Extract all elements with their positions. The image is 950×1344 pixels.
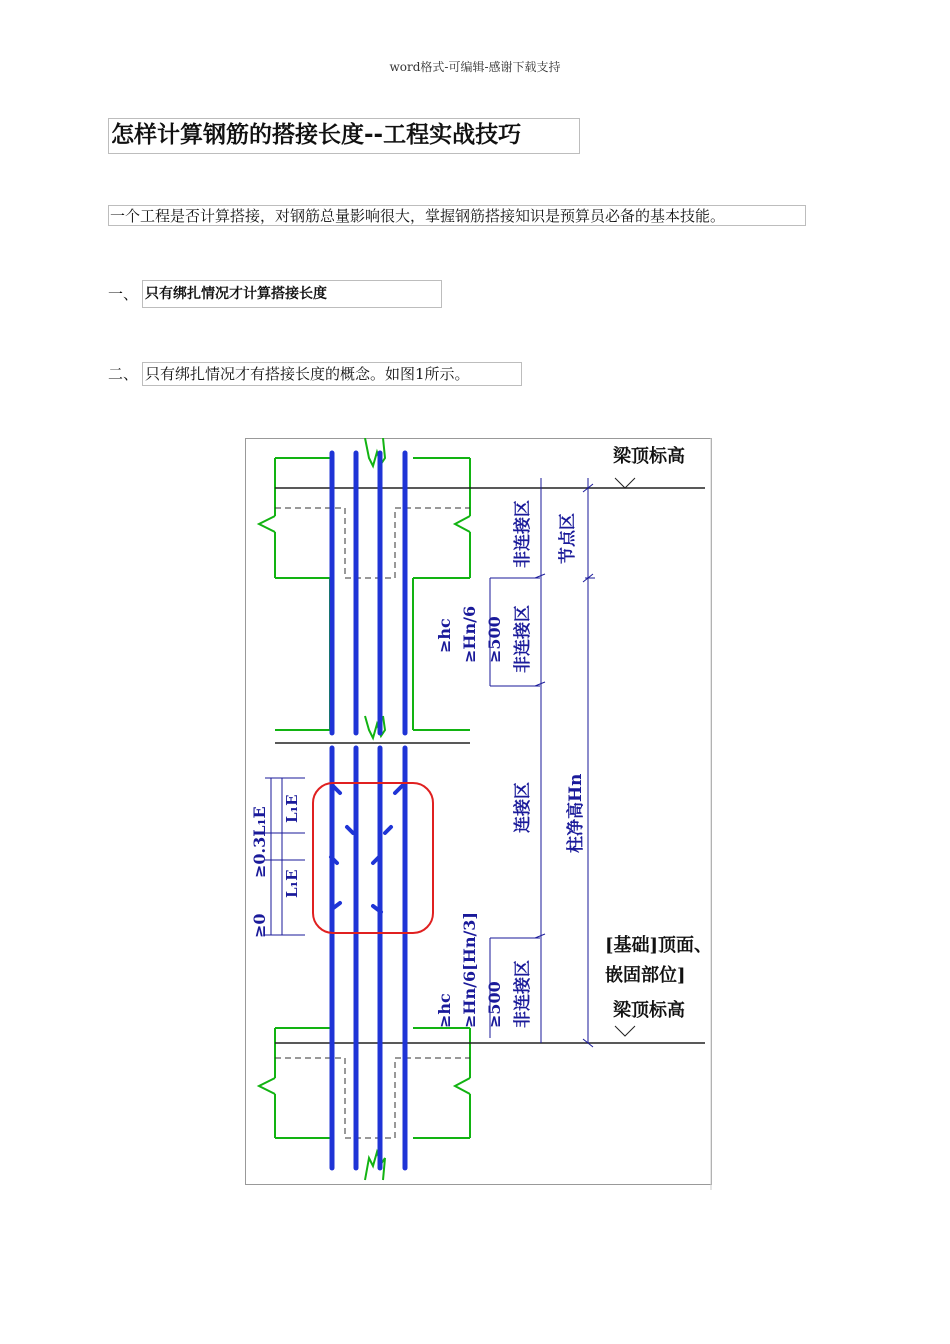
non-connect-zone-top-2: 非连接区 (513, 605, 533, 673)
base-label-line1: [基础]顶面、 (605, 935, 713, 956)
section-2-number: 二、 (108, 365, 139, 383)
intro-paragraph: 一个工程是否计算搭接，对钢筋总量影响很大，掌握钢筋搭接知识是预算员必备的基本技能。 (108, 205, 806, 226)
offset-label: ≥0.3L₁E (250, 806, 269, 878)
zero-offset-label: ≥0 (250, 913, 269, 938)
clear-height-label: 柱净高Hn (566, 773, 586, 853)
node-zone-label: 节点区 (558, 513, 578, 564)
lower-condition-hc: ≥hc (435, 993, 454, 1028)
base-label-line2: 嵌固部位] (605, 965, 686, 986)
upper-condition-500: ≥500 (485, 616, 504, 663)
top-elevation-label: 梁顶标高 (613, 446, 685, 467)
non-connect-zone-bottom: 非连接区 (513, 960, 533, 1028)
figure-frame (246, 439, 712, 1185)
page-header: word格式-可编辑-感谢下载支持 (389, 60, 561, 74)
connect-zone-label: 连接区 (513, 782, 533, 833)
upper-condition-hn6: ≥Hn/6 (460, 605, 479, 663)
lap-length-2: L₁E (283, 869, 301, 898)
diagram-svg (245, 438, 725, 1190)
section-1-number: 一、 (108, 285, 139, 303)
page-title: 怎样计算钢筋的搭接长度--工程实战技巧 (108, 118, 580, 154)
non-connect-zone-top-1: 非连接区 (513, 500, 533, 568)
upper-condition-hc: ≥hc (435, 618, 454, 653)
lap-length-1: L₁E (283, 794, 301, 823)
section-2-text: 只有绑扎情况才有搭接长度的概念。如图1所示。 (142, 362, 522, 386)
figure-1-rebar-lap-diagram (245, 438, 725, 1190)
lower-condition-hn6: ≥Hn/6[Hn/3] (460, 912, 479, 1028)
section-1-heading: 只有绑扎情况才计算搭接长度 (142, 280, 442, 308)
lower-condition-500: ≥500 (485, 981, 504, 1028)
bottom-elevation-label: 梁顶标高 (613, 1000, 685, 1021)
